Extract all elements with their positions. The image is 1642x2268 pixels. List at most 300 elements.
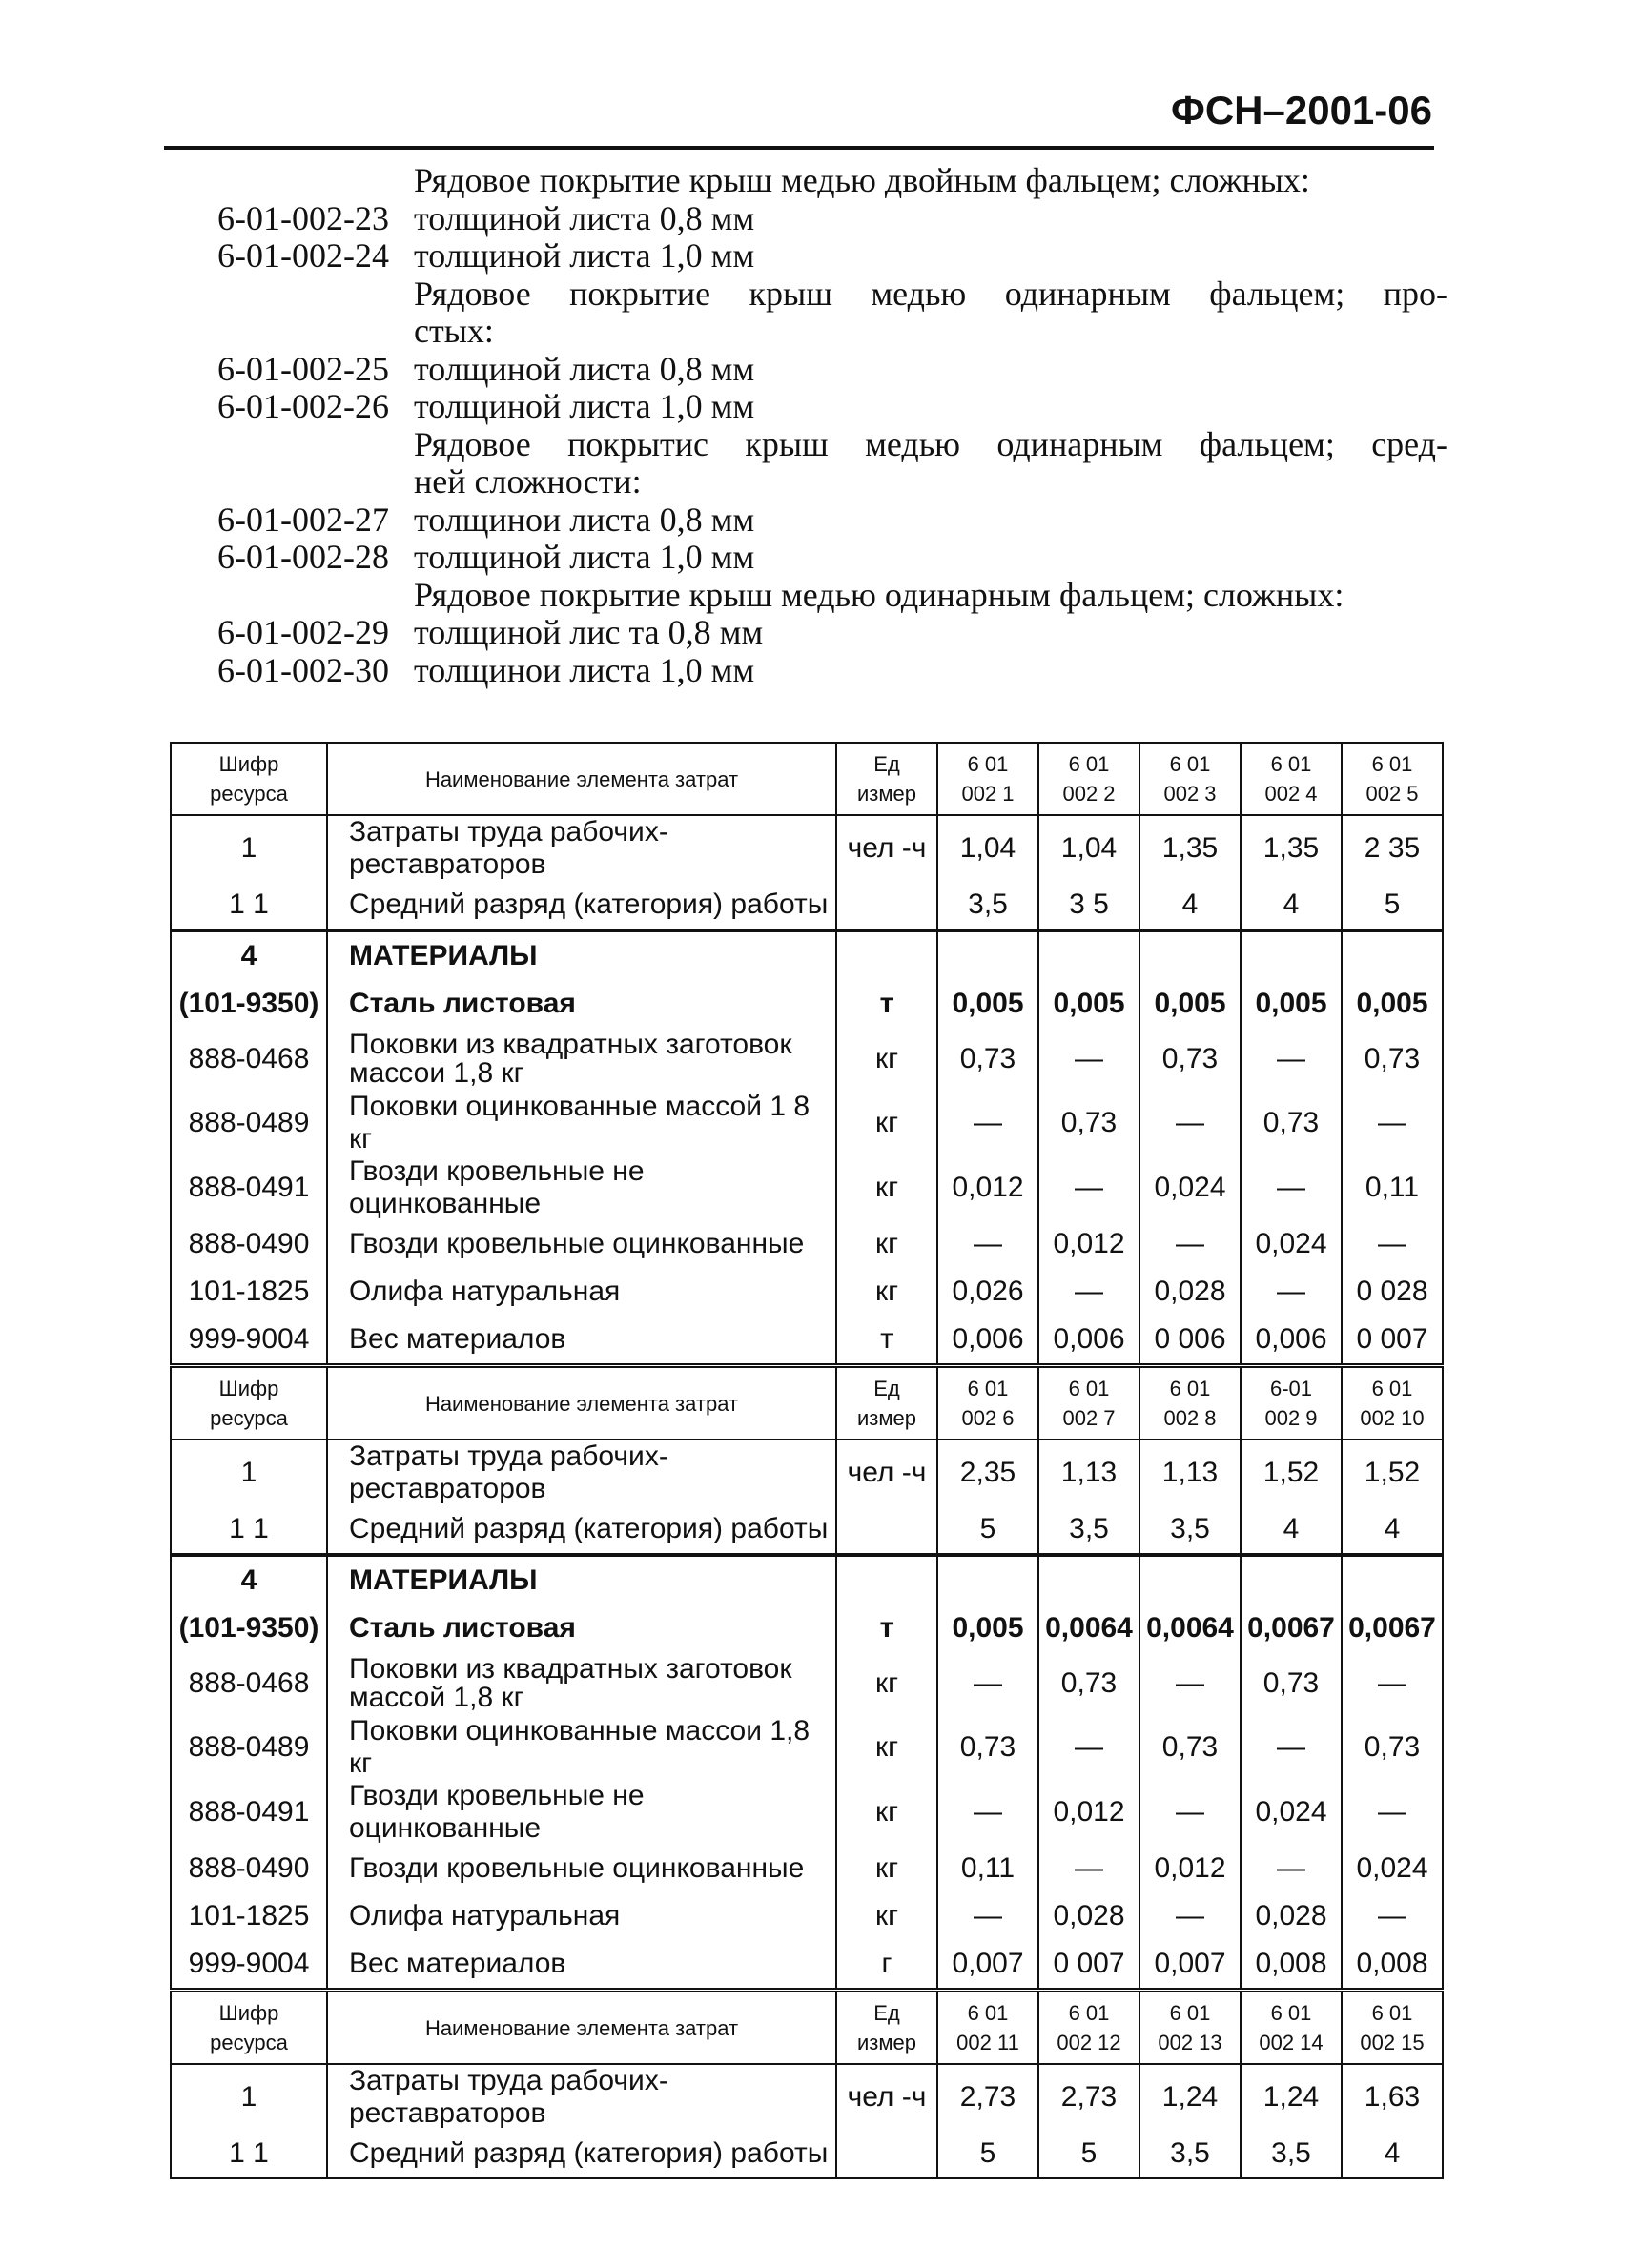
- cell-rate-value: —: [1038, 1845, 1139, 1892]
- cell-unit: т: [836, 1316, 937, 1364]
- rate-item: [217, 539, 1447, 577]
- cell-rate-value: —: [1139, 1780, 1241, 1845]
- header-rate-column-line: 002 2: [1062, 782, 1116, 806]
- cell-cost-element-name: Поковки оцинкованные массой 1 8 кг: [327, 1091, 836, 1155]
- cell-resource-code: 888-0491: [171, 1780, 327, 1845]
- header-rate-column-line: 6 01: [1068, 2001, 1110, 2025]
- header-rate-column: [1038, 1367, 1139, 1440]
- cell-rate-value: 0,73: [1139, 1715, 1241, 1780]
- cell-rate-value: 3,5: [1139, 2130, 1241, 2178]
- rate-item-code: 6-01-002-29: [217, 613, 389, 651]
- table-row: [171, 1268, 1443, 1316]
- header-rate-column: [937, 1367, 1038, 1440]
- rate-item: [217, 463, 1447, 501]
- cell-cost-element-name: Затраты труда рабочих-реставраторов: [327, 1440, 836, 1505]
- cell-unit: [836, 2130, 937, 2178]
- rate-item: [217, 614, 1447, 652]
- resource-table: [170, 742, 1444, 1365]
- cell-cost-element-name: Гвозди кровельные не оцинкованные: [327, 1155, 836, 1220]
- rate-item-code: [217, 313, 414, 351]
- rate-item: [217, 577, 1447, 615]
- header-rate-column: [937, 1992, 1038, 2064]
- cell-rate-value: 0 028: [1342, 1268, 1443, 1316]
- cell-rate-value: 0,012: [1038, 1780, 1139, 1845]
- cell-rate-value: 2,35: [937, 1440, 1038, 1505]
- header-resource-code: [171, 1367, 327, 1440]
- cell-rate-value: 0,012: [1038, 1220, 1139, 1268]
- cell-rate-value: 0,73: [1241, 1652, 1342, 1715]
- rate-item-code: [217, 426, 414, 464]
- table-header-row: [171, 1367, 1443, 1440]
- header-unit-line: Ед: [873, 2001, 900, 2025]
- cell-rate-value: 0,024: [1139, 1155, 1241, 1220]
- cell-rate-value: [1342, 1555, 1443, 1604]
- cell-rate-value: 0,11: [1342, 1155, 1443, 1220]
- header-rate-column-line: 6 01: [1371, 752, 1413, 776]
- rate-item-text: Рядовое покрытие крыш медью одинарным фальцем; про-: [414, 274, 1447, 313]
- header-rate-column-line: 6 01: [1169, 2001, 1211, 2025]
- table-row: [171, 980, 1443, 1028]
- table-row: [171, 930, 1443, 980]
- cell-rate-value: 0,024: [1241, 1780, 1342, 1845]
- rate-item-code: [217, 162, 414, 200]
- cell-resource-code: 888-0490: [171, 1220, 327, 1268]
- cell-resource-code: (101-9350): [171, 1604, 327, 1652]
- cell-rate-value: [1241, 1555, 1342, 1604]
- header-rate-column: [1241, 743, 1342, 815]
- cell-rate-value: 5: [1038, 2130, 1139, 2178]
- cell-rate-value: [1038, 930, 1139, 980]
- cell-resource-code: 888-0489: [171, 1091, 327, 1155]
- rate-item-code: 6-01-002-27: [217, 500, 389, 539]
- cell-rate-value: 0,0067: [1241, 1604, 1342, 1652]
- table-row: [171, 1892, 1443, 1940]
- header-rate-column: [1038, 1992, 1139, 2064]
- header-rate-column: [1139, 1992, 1241, 2064]
- cell-resource-code: 1: [171, 815, 327, 881]
- header-unit-line: измер: [857, 2031, 916, 2054]
- rate-item: [217, 313, 1447, 351]
- rate-item-text: толщиной листа 0,8 мм: [414, 198, 755, 237]
- rate-item: [217, 200, 1447, 238]
- header-rate-column-line: 002 5: [1365, 782, 1419, 806]
- header-resource-code-line: ресурса: [210, 1406, 288, 1430]
- cell-rate-value: 0,73: [1139, 1028, 1241, 1091]
- cell-resource-code: 1: [171, 1440, 327, 1505]
- table-row: [171, 1028, 1443, 1091]
- cell-rate-value: 1,52: [1342, 1440, 1443, 1505]
- cell-cost-element-name: Олифа натуральная: [327, 1268, 836, 1316]
- cell-rate-value: 5: [937, 2130, 1038, 2178]
- cell-rate-value: —: [1342, 1892, 1443, 1940]
- cell-resource-code: 888-0490: [171, 1845, 327, 1892]
- cell-rate-value: 0,005: [937, 980, 1038, 1028]
- cell-cost-element-name: Затраты труда рабочих-реставраторов: [327, 815, 836, 881]
- cell-cost-element-name: Гвозди кровельные оцинкованные: [327, 1845, 836, 1892]
- rate-item-code: 6-01-002-28: [217, 538, 389, 576]
- cell-rate-value: 1,13: [1038, 1440, 1139, 1505]
- cell-rate-value: [1342, 930, 1443, 980]
- cell-rate-value: 1,63: [1342, 2064, 1443, 2130]
- header-unit: [836, 743, 937, 815]
- rate-item-code: [217, 276, 414, 314]
- table-header-row: [171, 1992, 1443, 2064]
- table-row: [171, 1604, 1443, 1652]
- cell-rate-value: —: [1038, 1155, 1139, 1220]
- cell-resource-code: 888-0468: [171, 1652, 327, 1715]
- cell-rate-value: 0,0067: [1342, 1604, 1443, 1652]
- rate-item-code: 6-01-002-24: [217, 236, 389, 275]
- cell-unit: [836, 1505, 937, 1555]
- cell-resource-code: 1 1: [171, 1505, 327, 1555]
- cell-unit: кг: [836, 1780, 937, 1845]
- rate-item: [217, 162, 1447, 200]
- table-header-row: [171, 743, 1443, 815]
- rate-item-text: толщиной лис та 0,8 мм: [414, 613, 764, 651]
- cell-resource-code: 101-1825: [171, 1892, 327, 1940]
- cell-rate-value: [1241, 930, 1342, 980]
- header-resource-code-line: ресурса: [210, 782, 288, 806]
- rate-item: [217, 276, 1447, 314]
- rate-item: [217, 501, 1447, 540]
- table-row: [171, 1555, 1443, 1604]
- table-row: [171, 1505, 1443, 1555]
- cell-resource-code: (101-9350): [171, 980, 327, 1028]
- cell-rate-value: —: [937, 1780, 1038, 1845]
- rate-item-text: толщиной листа 1,0 мм: [414, 538, 755, 576]
- rate-item: [217, 426, 1447, 464]
- header-rate-column-line: 6 01: [967, 1377, 1009, 1400]
- cell-rate-value: 0,012: [937, 1155, 1038, 1220]
- rate-item-text: толщиной листа 1,0 мм: [414, 236, 755, 275]
- cell-rate-value: 3,5: [1038, 1505, 1139, 1555]
- rate-item-text: ней сложности:: [414, 462, 642, 501]
- cell-resource-code: 101-1825: [171, 1268, 327, 1316]
- cell-rate-value: 0,005: [1342, 980, 1443, 1028]
- rate-item-text: Рядовое покрытис крыш медью одинарным фальцем; сред-: [414, 424, 1447, 463]
- cell-cost-element-name: Поковки оцинкованные массои 1,8 кг: [327, 1715, 836, 1780]
- resource-table: [170, 1366, 1444, 1990]
- cell-resource-code: 999-9004: [171, 1316, 327, 1364]
- cell-rate-value: 1,04: [937, 815, 1038, 881]
- cell-rate-value: —: [1241, 1028, 1342, 1091]
- cell-unit: кг: [836, 1220, 937, 1268]
- cell-cost-element-name: Поковки из квадратных заготовок массой 1,8 кг: [327, 1652, 836, 1715]
- cell-rate-value: 1,52: [1241, 1440, 1342, 1505]
- rate-item-code: [217, 463, 414, 501]
- cell-unit: [836, 930, 937, 980]
- cell-rate-value: 5: [1342, 881, 1443, 930]
- header-cost-element-name: [327, 743, 836, 815]
- cell-rate-value: 4: [1241, 1505, 1342, 1555]
- rate-item-text: Рядовое покрытие крыш медью двойным фальцем; сложных:: [414, 161, 1310, 199]
- cell-rate-value: 0,005: [1241, 980, 1342, 1028]
- cell-resource-code: 999-9004: [171, 1940, 327, 1989]
- cell-rate-value: 0,028: [1241, 1892, 1342, 1940]
- table-row: [171, 1440, 1443, 1505]
- header-rate-column: [937, 743, 1038, 815]
- table-row: [171, 1091, 1443, 1155]
- cell-unit: кг: [836, 1268, 937, 1316]
- cell-rate-value: 4: [1342, 1505, 1443, 1555]
- cell-rate-value: 4: [1139, 881, 1241, 930]
- header-cost-element-name: [327, 1992, 836, 2064]
- cell-rate-value: 0,026: [937, 1268, 1038, 1316]
- header-rate-column: [1139, 1367, 1241, 1440]
- table-row: [171, 2064, 1443, 2130]
- cell-rate-value: —: [1038, 1028, 1139, 1091]
- cell-unit: чел -ч: [836, 1440, 937, 1505]
- header-rate-column-line: 6 01: [1371, 2001, 1413, 2025]
- rate-item-text: Рядовое покрытие крыш медью одинарным фальцем; сложных:: [414, 575, 1344, 614]
- header-rate-column: [1241, 1367, 1342, 1440]
- header-unit: [836, 1367, 937, 1440]
- header-rate-column-line: 6 01: [1169, 1377, 1211, 1400]
- cell-rate-value: —: [1038, 1715, 1139, 1780]
- cell-rate-value: 0,73: [1241, 1091, 1342, 1155]
- header-resource-code-line: Шифр: [218, 1377, 279, 1400]
- cell-rate-value: 1,13: [1139, 1440, 1241, 1505]
- cell-rate-value: 0,0064: [1038, 1604, 1139, 1652]
- header-rate-column-line: 6 01: [1371, 1377, 1413, 1400]
- cell-cost-element-name: Средний разряд (категория) работы: [327, 881, 836, 930]
- header-rate-column: [1038, 743, 1139, 815]
- header-rate-column-line: 002 6: [961, 1406, 1015, 1430]
- rate-item: [217, 351, 1447, 389]
- cell-rate-value: 2,73: [937, 2064, 1038, 2130]
- cell-rate-value: —: [1139, 1091, 1241, 1155]
- cell-rate-value: —: [1241, 1845, 1342, 1892]
- header-rate-column-line: 002 1: [961, 782, 1015, 806]
- table-row: [171, 1652, 1443, 1715]
- header-resource-code: [171, 743, 327, 815]
- cell-rate-value: 0,11: [937, 1845, 1038, 1892]
- cell-rate-value: 0,024: [1342, 1845, 1443, 1892]
- header-rate-column-line: 6-01: [1269, 1377, 1313, 1400]
- cell-rate-value: —: [937, 1892, 1038, 1940]
- cell-unit: кг: [836, 1155, 937, 1220]
- cell-rate-value: 0,008: [1342, 1940, 1443, 1989]
- cell-rate-value: 3 5: [1038, 881, 1139, 930]
- header-unit-line: Ед: [873, 752, 900, 776]
- cell-rate-value: 3,5: [1139, 1505, 1241, 1555]
- cell-unit: чел -ч: [836, 815, 937, 881]
- rate-item-code: 6-01-002-25: [217, 349, 389, 388]
- cell-cost-element-name: МАТЕРИАЛЫ: [327, 1555, 836, 1604]
- cell-rate-value: 5: [937, 1505, 1038, 1555]
- cell-unit: т: [836, 1604, 937, 1652]
- document-code: ФСН–2001-06: [1170, 88, 1432, 133]
- cell-rate-value: 0,0064: [1139, 1604, 1241, 1652]
- cell-resource-code: 1 1: [171, 881, 327, 930]
- cell-resource-code: 888-0468: [171, 1028, 327, 1091]
- header-rate-column-line: 002 11: [956, 2031, 1019, 2054]
- rate-item-text: толщинои листа 1,0 мм: [414, 650, 755, 689]
- rate-item: [217, 388, 1447, 426]
- cell-rate-value: —: [937, 1652, 1038, 1715]
- cell-cost-element-name: Поковки из квадратных заготовок массои 1,8 кг: [327, 1028, 836, 1091]
- header-resource-code-line: ресурса: [210, 2031, 288, 2054]
- cell-rate-value: 1,35: [1241, 815, 1342, 881]
- cell-rate-value: 4: [1342, 2130, 1443, 2178]
- table-row: [171, 1940, 1443, 1989]
- rate-item-text: толщиной листа 0,8 мм: [414, 349, 755, 388]
- cell-cost-element-name: Гвозди кровельные оцинкованные: [327, 1220, 836, 1268]
- rate-item-list: [217, 162, 1447, 689]
- cell-rate-value: 0,73: [1038, 1652, 1139, 1715]
- header-rate-column: [1342, 1367, 1443, 1440]
- cell-rate-value: —: [1139, 1220, 1241, 1268]
- cell-rate-value: 0,006: [937, 1316, 1038, 1364]
- cell-rate-value: 0,73: [1342, 1715, 1443, 1780]
- header-rate-column-line: 6 01: [1270, 752, 1312, 776]
- header-rate-column-line: 002 8: [1163, 1406, 1217, 1430]
- header-resource-code-line: Шифр: [218, 752, 279, 776]
- header-unit-line: измер: [857, 782, 916, 806]
- cell-unit: кг: [836, 1028, 937, 1091]
- table-row: [171, 1220, 1443, 1268]
- cell-rate-value: 1,04: [1038, 815, 1139, 881]
- header-rate-column-line: 002 10: [1360, 1406, 1425, 1430]
- cell-unit: чел -ч: [836, 2064, 937, 2130]
- cell-rate-value: 1,24: [1241, 2064, 1342, 2130]
- cell-unit: кг: [836, 1715, 937, 1780]
- header-unit: [836, 1992, 937, 2064]
- cell-unit: г: [836, 1940, 937, 1989]
- rate-item-text: стых:: [414, 312, 494, 350]
- cell-rate-value: 1,24: [1139, 2064, 1241, 2130]
- header-rate-column: [1241, 1992, 1342, 2064]
- header-rate-column-line: 002 3: [1163, 782, 1217, 806]
- cell-rate-value: [1139, 930, 1241, 980]
- cell-rate-value: 0,73: [937, 1028, 1038, 1091]
- header-rate-column-line: 002 7: [1062, 1406, 1116, 1430]
- header-rate-column-line: 6 01: [1068, 1377, 1110, 1400]
- cell-rate-value: 0,006: [1038, 1316, 1139, 1364]
- resource-table: [170, 1991, 1444, 2179]
- cell-rate-value: —: [1342, 1220, 1443, 1268]
- cell-cost-element-name: Вес материалов: [327, 1940, 836, 1989]
- rate-item-code: 6-01-002-26: [217, 387, 389, 425]
- rate-item-code: [217, 577, 414, 615]
- cell-rate-value: 0,028: [1139, 1268, 1241, 1316]
- cell-rate-value: —: [1241, 1715, 1342, 1780]
- cell-unit: кг: [836, 1845, 937, 1892]
- table-row: [171, 1845, 1443, 1892]
- header-rate-column-line: 002 14: [1259, 2031, 1324, 2054]
- cell-rate-value: 0 006: [1139, 1316, 1241, 1364]
- header-unit-line: измер: [857, 1406, 916, 1430]
- rate-item-text: толщинои листа 0,8 мм: [414, 500, 755, 539]
- cell-rate-value: 2,73: [1038, 2064, 1139, 2130]
- cell-cost-element-name: Гвозди кровельные не оцинкованные: [327, 1780, 836, 1845]
- cell-rate-value: —: [937, 1091, 1038, 1155]
- cell-rate-value: 0,028: [1038, 1892, 1139, 1940]
- cell-cost-element-name: Сталь листовая: [327, 1604, 836, 1652]
- cell-resource-code: 888-0491: [171, 1155, 327, 1220]
- table-row: [171, 1155, 1443, 1220]
- cell-rate-value: 0,008: [1241, 1940, 1342, 1989]
- cell-rate-value: 0 007: [1342, 1316, 1443, 1364]
- rate-item-code: 6-01-002-30: [217, 650, 389, 689]
- cell-rate-value: —: [1342, 1780, 1443, 1845]
- header-rate-column-line: 002 13: [1158, 2031, 1222, 2054]
- rate-item-text: толщиной листа 1,0 мм: [414, 387, 755, 425]
- cell-rate-value: 0,024: [1241, 1220, 1342, 1268]
- cell-cost-element-name: Затраты труда рабочих-реставраторов: [327, 2064, 836, 2130]
- header-rate-column-line: 6 01: [1270, 2001, 1312, 2025]
- cell-rate-value: —: [1241, 1268, 1342, 1316]
- header-cost-element-name-line: Наименование элемента затрат: [424, 1391, 739, 1416]
- cell-rate-value: 0,005: [937, 1604, 1038, 1652]
- header-cost-element-name-line: Наименование элемента затрат: [424, 2015, 739, 2040]
- header-rate-column-line: 002 4: [1264, 782, 1318, 806]
- header-rate-column-line: 6 01: [967, 2001, 1009, 2025]
- rate-item: [217, 652, 1447, 690]
- header-cost-element-name-line: Наименование элемента затрат: [424, 766, 739, 791]
- table-row: [171, 1780, 1443, 1845]
- cell-cost-element-name: Средний разряд (категория) работы: [327, 2130, 836, 2178]
- rate-item: [217, 237, 1447, 276]
- header-rate-column-line: 002 12: [1057, 2031, 1121, 2054]
- cell-rate-value: 3,5: [937, 881, 1038, 930]
- cell-rate-value: 0,005: [1038, 980, 1139, 1028]
- cell-rate-value: 4: [1241, 881, 1342, 930]
- cell-rate-value: —: [1241, 1155, 1342, 1220]
- cell-rate-value: 0,73: [937, 1715, 1038, 1780]
- cell-cost-element-name: МАТЕРИАЛЫ: [327, 930, 836, 980]
- header-rate-column: [1342, 743, 1443, 815]
- cell-cost-element-name: Олифа натуральная: [327, 1892, 836, 1940]
- table-row: [171, 1715, 1443, 1780]
- cell-rate-value: —: [937, 1220, 1038, 1268]
- cell-rate-value: 0,73: [1342, 1028, 1443, 1091]
- header-cost-element-name: [327, 1367, 836, 1440]
- cell-unit: кг: [836, 1091, 937, 1155]
- cell-rate-value: 3,5: [1241, 2130, 1342, 2178]
- cell-rate-value: [1139, 1555, 1241, 1604]
- table-row: [171, 1316, 1443, 1364]
- cell-rate-value: [937, 1555, 1038, 1604]
- cell-rate-value: —: [1342, 1652, 1443, 1715]
- cell-rate-value: 0,006: [1241, 1316, 1342, 1364]
- cell-cost-element-name: Сталь листовая: [327, 980, 836, 1028]
- header-resource-code: [171, 1992, 327, 2064]
- cell-rate-value: 0,007: [1139, 1940, 1241, 1989]
- cell-rate-value: 0,73: [1038, 1091, 1139, 1155]
- cell-unit: [836, 1555, 937, 1604]
- cell-rate-value: 0,007: [937, 1940, 1038, 1989]
- cell-rate-value: —: [1139, 1652, 1241, 1715]
- header-rate-column-line: 6 01: [1169, 752, 1211, 776]
- cell-rate-value: 2 35: [1342, 815, 1443, 881]
- cell-rate-value: —: [1038, 1268, 1139, 1316]
- cell-rate-value: [1038, 1555, 1139, 1604]
- header-rate-column-line: 002 15: [1360, 2031, 1425, 2054]
- cell-resource-code: 1 1: [171, 2130, 327, 2178]
- cell-rate-value: 1,35: [1139, 815, 1241, 881]
- header-resource-code-line: Шифр: [218, 2001, 279, 2025]
- cell-resource-code: 4: [171, 1555, 327, 1604]
- cell-rate-value: —: [1139, 1892, 1241, 1940]
- header-rate-column: [1342, 1992, 1443, 2064]
- cell-rate-value: [937, 930, 1038, 980]
- cell-cost-element-name: Вес материалов: [327, 1316, 836, 1364]
- cell-unit: т: [836, 980, 937, 1028]
- cell-resource-code: 1: [171, 2064, 327, 2130]
- header-rate-column-line: 6 01: [1068, 752, 1110, 776]
- cell-unit: кг: [836, 1892, 937, 1940]
